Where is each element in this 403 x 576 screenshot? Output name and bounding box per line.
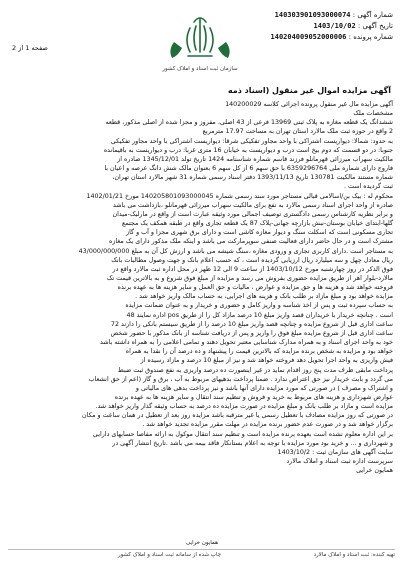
body-line: به حساب سپرده ثبت و پس از اخذ شناسه و واریز کامل و حضوری و خریدار و به عنوان ضمانت مزایده [125, 302, 393, 310]
body-line: ساعت اداری قبل از شروع مزایده مبلغ فوق را واریز و پس از دریافت شناسه از بانک مذکور با حضور شخص [110, 329, 393, 337]
printed-by-text: چاپ شده از سامانه ثبت اسناد و املاک کشور [118, 552, 222, 558]
file-number: 140204009052000006 [270, 33, 347, 41]
body-line: در صورتی که روز مزایده مصادف با تعطیل رسمی یا غیر مترقبه باشد مزایده روز بعد از تعطیل در همان ساعت و مکان [82, 412, 393, 420]
body-line: جنوبا: در دو قسمت که دوم بیخ است درب و دیواریست به خیابان 16 متری غربا: درب و دیواریست به باقیمانده [103, 146, 393, 154]
footer-divider [8, 549, 395, 550]
body-line: پرداخت مابقی ظرف مدت پنج روز اقدام نماید در غیر اینصورت ده درصد واریزی به نفع صندوق ثبت ضبط [117, 366, 393, 374]
body-line: فاروج دارای شماره ملی 6359296764 با حق سهم 6 از کل سهم 6 بعنوان مالک شش دانگ عرصه و اعیان با [104, 165, 393, 173]
body-line: فیش واریزی به واحد اجرا تحویل دهد فروخته خواهد شد و نیز از مبلغ 10 درصد و مازاد رسیده از [140, 357, 393, 365]
body-line: مالکیت سهراب میرزائی قهرمانلو فرزند قاسم شماره شناسنامه 1424 تاریخ تولد 1345/12/01 صادره از [117, 155, 393, 163]
body-line: محکوم له : بیک بن/اسالامی قبالی مستاجر مورد سند رسمی شماره 140205801093000045 مورخ 1402/01/21 [86, 192, 393, 200]
body-line: خود به واحد اجرای اسناد و به همراه مدارک شناسایی معتبر تحویل دهند و تمامی اعلامی را به همراه داشته باشد [100, 339, 393, 347]
body-line: گلها-ابتدای خیابان بوستان-نبش بازارچه جهانی-پلاک 87 یک قطعه تجاری واقع در طبقه همکف یک مجتمع [121, 220, 393, 228]
body-line: صادره از واحد اجرای اسناد رسمی مالارد به نفع برای مالکیت سهراب میرزائی قهرمانلو ،بازداشت می باشد [112, 201, 393, 209]
body-line: به مستاجر است .دارای کاربری تجاری و ورودی مغازه ،سنگ شیشه می باشد و ارزش کل آن به مبلغ 43/000/000/000 [78, 247, 393, 255]
body-line: فروخته خواهد شد و هزینه ها و حق مزایده و عوارض ، مالیات و حق العمل و سایر هزینه ها به عهده برنده [117, 284, 393, 292]
body-line: مشخصات ملک [353, 110, 393, 118]
notice-date: 1403/10/02 [313, 22, 356, 30]
body-line: به حدود: شمالا: دیواریست اشتراکی با واحد مجاور تفکیکی شرقا: دیواریست اشتراکی با واحد مجاور تفکیکی [110, 137, 393, 145]
page-number: صفحه 1 از 2 [12, 44, 48, 52]
notice-number-label: شماره آگهی : [352, 11, 393, 19]
page-footer [0, 540, 403, 568]
body-line: عوارض شهرداری و هزینه های مربوط به خرید و فروش و تنظیم سند انتقال و سایر هزینه ها به عهده برنده [114, 394, 393, 401]
body-line: و شهرداری و ... و خرید بود مورد مزایده با توجه به اعلام بستانکار فاقد بیمه می باشد .تاریخ انتشار آگهی در [112, 439, 393, 447]
body-line: مشترک است و در حال حاضر دارای فعالیت صنفی سوپرمارکت می باشد و اینکه ملک مذکور دارای یک مغازه [109, 238, 393, 246]
file-number-label: شماره پرونده : [348, 33, 393, 41]
body-line: همایون خرایی [356, 467, 393, 475]
body-line: شماره مستند مالکیت 130781 تاریخ 1393/11/13 دفتر اسناد رسمی شماره 31 شهر مالارد استان تهران، [112, 174, 393, 182]
organization-logo [160, 12, 240, 82]
body-line: مزایده است و مازاد بر طلب بانک و مبلغ مزایده در صورت مزایده ده درصد به حساب وثیقه گذار واریز خواهد شد. [95, 403, 393, 411]
notice-title: آگهی مزایده اموال غیر منقول (اسناد ذمه [227, 86, 391, 95]
body-line: و اشتراک و مصرف ) در صورتی که مورد مزایده دارای آنها باشد و نیز پرداخت بدهی های مالیاتی و [135, 384, 393, 392]
body-line: سایت آگهی های سازمان ثبت : 1403/10/2 [277, 448, 393, 456]
body-line: ششدانگ یک قطعه مغازه به پلاک ثبتی 13969 فرعی از 43 اصلی، مفروز و مجزا شده از اصلی مذکور، قطعه [105, 119, 393, 127]
notice-body [10, 100, 393, 475]
body-line: تجاری مسکونی است که اسکلت سنگ و دیوار مغازه کاشی است و دارای برق شهری مجزا و آب و گاز [126, 229, 393, 237]
body-line: سرپرست اداره ثبت اسناد و املاک مالارد [286, 458, 393, 466]
body-line: ریال معادل چهل و سه میلیارد ریال ارزیابی گردیده است ، که حسب اعلام بانک و جهت وصول مطالبات بانک [111, 256, 393, 264]
body-line: فوق الذکر در روز چهارشنبه مورخ 1403/10/12 از ساعت 9 الی 12 ظهر در محل اداره ثبت مالارد واقع در [112, 265, 393, 273]
body-line: می گردد و بابت خریدار نیز حق اعتراض ندارد . ضمنا پرداخت بدهیهای مربوط به آب ، برق و گاز (اعم از حق انشعاب [88, 375, 393, 383]
prepared-by-text: تهیه کننده: ثبت اسناد و املاک مالارد [313, 552, 395, 558]
body-line: مزایده خواهد بود و مبلغ مازاد بر طلب بانک و هزینه های اجرایی، به حساب مالک واریز خواهد شد . [135, 293, 393, 301]
signature-caption: همایون خرایی [186, 540, 218, 546]
body-line: و برابر نظریه کارشناس رسمی دادگستری توصیف اجمالی مورد وثیقه عبارت است از واقع در مارلیک-میدان [112, 210, 393, 218]
body-line: 2 واقع در حوزه ثبت ملک مالارد استان تهران به مساحت 17.97 مترمربع [202, 128, 393, 136]
body-line: بر این اداره معلوم نشده است بعهده برنده مزایده است و تنظیم سند انتقال موکول به ارائه مفاصا حسابهای دارایی [92, 430, 393, 438]
body-line: مالارد-بلوار اهر از طریق مزایده حضوری بفروش می رسد و مزایده از مبلغ فوق شروع و به بالاترین قیمت تک [106, 274, 393, 282]
body-line: است . چنانچه خریدار با خریداران قصد واریز مبلغ 10 درصد مازاد کل را از طریق pos اداره نمایند 48 [126, 311, 393, 319]
body-line: ساعت اداری قبل از شروع مزایده و چنانچه قصد واریز مبلغ 10 درصد را از طریق سیستم بانکی را دارند 72 [110, 320, 393, 328]
notice-date-label: تاریخ آگهی : [357, 22, 393, 30]
notice-number: 140303901093000074 [274, 11, 351, 19]
emblem-icon [160, 12, 240, 66]
body-line: خواهد بود و مزایده به شخص برنده مزایده که بالاترین قیمت را پیشنهاد و ده درصد آن را نقدا به همراه [125, 348, 393, 356]
organization-caption: سازمان ثبت اسناد و املاک کشور [162, 66, 238, 72]
body-line: ثبت گردیده است . [343, 183, 393, 191]
body-line: آگهی مزایده مال غیر منقول پرونده اجرائی کلاسه 140200029 [225, 101, 393, 108]
body-line: برگزار خواهد شد و در صورت عدم حضور برنده مزایده در مهلت مقرر مزایده تجدید خواهد شد . [142, 421, 393, 429]
